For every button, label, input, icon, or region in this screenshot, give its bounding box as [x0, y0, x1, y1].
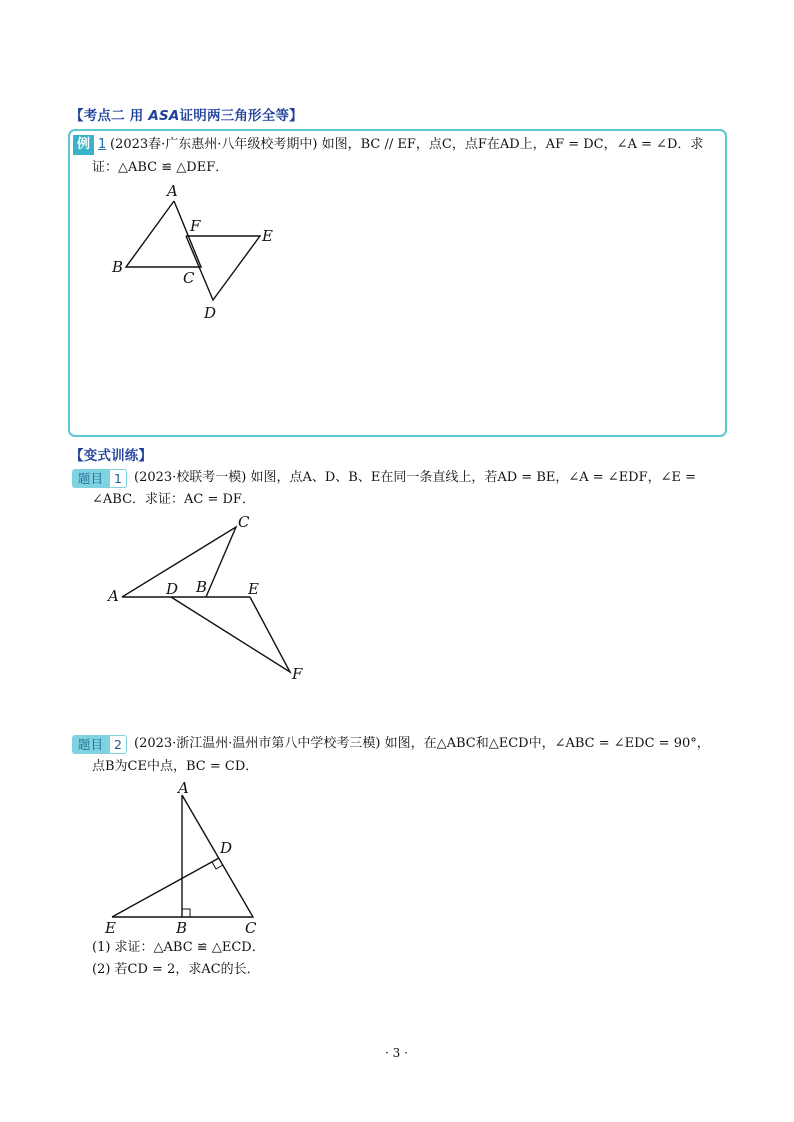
right-angle-b: [182, 909, 190, 917]
problem1-figure: [122, 527, 290, 672]
problem1-text-line2: ∠ABC．求证：AC = DF．: [92, 492, 255, 507]
p2-label-c: C: [245, 919, 257, 937]
example-label-f: F: [190, 217, 201, 235]
section-heading: 【考点二 用 ASA证明两三角形全等】: [70, 108, 303, 124]
example-label-c: C: [183, 269, 195, 287]
example-text-line2: 证：△ABC ≌ △DEF．: [92, 160, 229, 175]
problem1-label: [72, 469, 127, 488]
p1-label-a: A: [108, 587, 119, 605]
problem2-text-line1: (2023·浙江温州·温州市第八中学校考三模) 如图，在△ABC和△ECD中，∠ABC = ∠EDC = 90°，: [134, 736, 710, 751]
p1-label-d: D: [166, 580, 179, 598]
p1-label-e: E: [248, 580, 259, 598]
problem1-text-line1: (2023·校联考一模) 如图，点A、D、B、E在同一条直线上，若AD = BE，∠A = ∠EDF，∠E =: [134, 470, 697, 485]
example-text-line1: (2023春·广东惠州·八年级校考期中) 如图，BC // EF，点C，点F在AD上，AF = DC，∠A = ∠D．求: [110, 137, 704, 152]
example-label-e: E: [262, 227, 273, 245]
example-label-d: D: [204, 304, 217, 322]
problem2-question1: (1) 求证：△ABC ≌ △ECD．: [92, 940, 265, 955]
p1-label-b: B: [196, 578, 208, 596]
triangle-abc-p2: [182, 795, 253, 917]
p1-label-c: C: [238, 513, 250, 531]
line-ed: [112, 858, 219, 917]
p2-label-d: D: [220, 839, 233, 857]
p1-label-f: F: [292, 665, 303, 683]
practice-heading: 【变式训练】: [70, 448, 153, 464]
problem2-text-line2: 点B为CE中点，BC = CD．: [92, 759, 259, 774]
page-number: · 3 ·: [385, 1046, 408, 1060]
problem1-figure-labels: [106, 513, 303, 683]
problem1-tag: 题目: [72, 469, 109, 488]
p2-label-b: B: [176, 919, 188, 937]
triangle-def: [186, 236, 260, 300]
problem1-number: 1: [109, 469, 127, 488]
example-label-a: A: [167, 182, 178, 200]
example-label-b: B: [112, 258, 124, 276]
p2-label-e: E: [105, 919, 116, 937]
problem2-tag: 题目: [72, 735, 109, 754]
p2-label-a: A: [178, 779, 189, 797]
triangle-def-p1: [171, 597, 290, 672]
problem2-number: 2: [109, 735, 127, 754]
problem2-question2: (2) 若CD = 2，求AC的长．: [92, 962, 260, 977]
example-tag: 例: [73, 135, 94, 155]
problem2-figure-labels: [104, 779, 257, 937]
example-number: 1: [98, 137, 107, 152]
problem2-label: [72, 735, 127, 754]
triangle-abc-p1: [122, 527, 236, 597]
